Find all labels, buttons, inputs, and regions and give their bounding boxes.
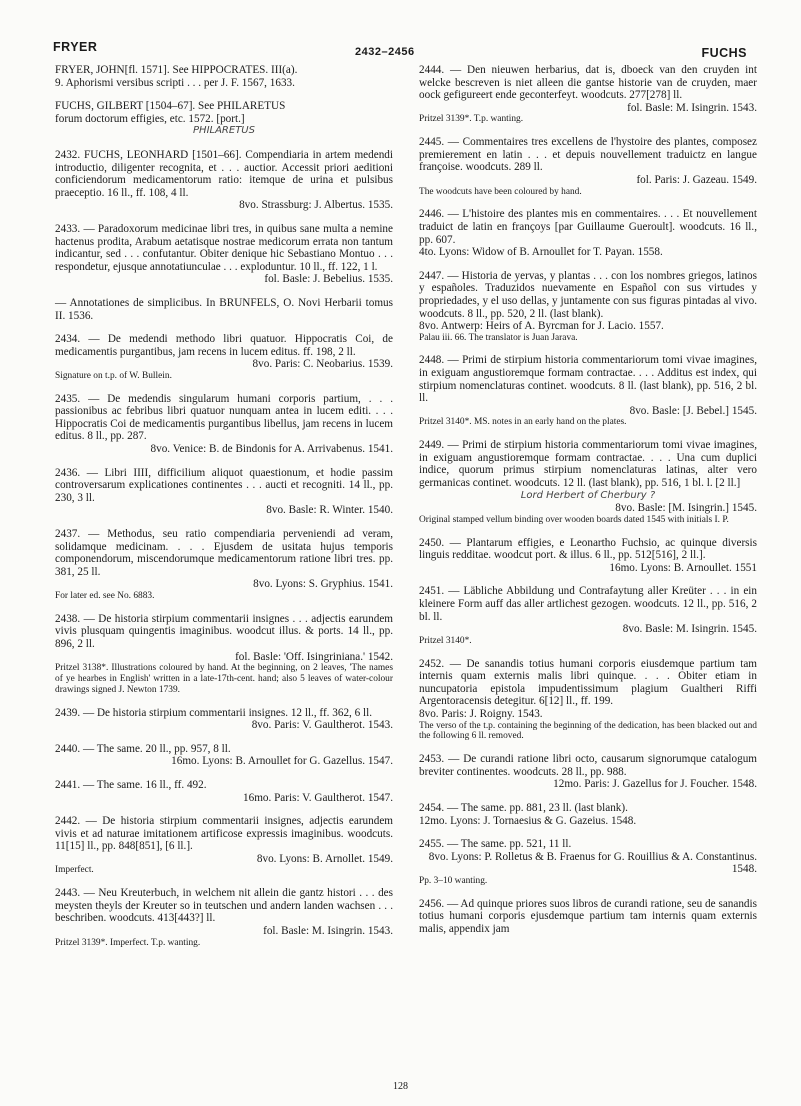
entry-imprint: fol. Basle: M. Isingrin. 1543. <box>263 925 393 938</box>
handwritten-annotation: PHILARETUS <box>193 125 255 137</box>
catalogue-entry <box>55 743 393 768</box>
entry-imprint: 8vo. Lyons: B. Arnollet. 1549. <box>256 852 393 865</box>
entry-imprint: fol. Basle: J. Bebelius. 1535. <box>264 273 393 286</box>
entry-imprint: 8vo. Lyons: S. Gryphius. 1541. <box>253 578 393 591</box>
entry-note: Original stamped vellum binding over wooden boards dated 1545 with initials I. P. <box>419 514 729 525</box>
entry-text: 2443. — Neu Kreuterbuch, in welchem nit allein die gantz histori . . . des meysten theyls der Kreuter so in teutschen und andern landen wachsen . . . beschriben. woodcuts. 413[443?] ll. <box>55 887 393 925</box>
entry-text: 12mo. Lyons: J. Tornaesius & G. Gazeius. 1548. <box>419 814 637 827</box>
catalogue-entry <box>419 270 757 344</box>
entry-text: 2447. — Historia de yervas, y plantas . . . con los nombres griegos, latinos y españoles. Traduzidos nuevamente en Español con sus virtudes y propriedades, y el uso dellas, y juntamente con sus figuras pintadas al vivo. woodcuts. 8 ll., pp. 520, 2 ll. (last blank). <box>419 269 757 320</box>
entry-imprint: 16mo. Paris: V. Gaultherot. 1547. <box>243 791 393 804</box>
entry-text: 2438. — De historia stirpium commentarii insignes . . . adjectis earundem vivis plusquam quingentis imaginibus. woodcut illus. & ports. 14 ll., pp. 896, 2 ll. <box>55 612 393 650</box>
entry-text: 2437. — Methodus, seu ratio compendiaria perveniendi ad veram, solidamque medicinam. . . . Ejusdem de usitata hujus temporis componendorum, miscendorumque medicamentorum ratione libri tres. pp. 381, 25 ll. <box>55 528 393 578</box>
running-head-right: FUCHS <box>701 46 747 60</box>
catalogue-entry <box>419 64 757 125</box>
catalogue-entry <box>419 354 757 428</box>
entry-text: 2451. — Läbliche Abbildung und Contrafaytung aller Kreüter . . . in ein kleinere Form auff das aller artlichest gezogen. woodcuts. 12 ll., pp. 516, 2 bl. ll. <box>419 585 757 623</box>
entry-text: 2454. — The same. pp. 881, 23 ll. (last blank). <box>419 801 628 814</box>
entry-imprint: 8vo. Paris: V. Gaultherot. 1543. <box>251 719 393 732</box>
entry-note: Pritzel 3139*. Imperfect. T.p. wanting. <box>55 937 201 948</box>
entry-imprint: fol. Basle: M. Isingrin. 1543. <box>627 101 757 114</box>
entry-text: 2442. — De historia stirpium commentarii insignes, adjectis earundem vivis et ad naturae imitationem artificose expressis imaginibus. woodcuts. 11[15] ll., pp. 848[851], [6 ll.]. <box>55 815 393 853</box>
entry-text: 2440. — The same. 20 ll., pp. 957, 8 ll. <box>55 742 231 755</box>
catalogue-entry <box>419 802 757 827</box>
entry-imprint: 8vo. Basle: [M. Isingrin.] 1545. <box>615 502 757 515</box>
entry-note: Signature on t.p. of W. Bullein. <box>55 370 172 381</box>
catalogue-entry <box>55 707 393 732</box>
entry-text: 2444. — Den nieuwen herbarius, dat is, dboeck van den cruyden int welcke bescreven is niet alleen die gantse historie van de cruyden, maer oock gefigureert ende geconterfeyt. woodcuts. 277[278] ll. <box>419 64 757 102</box>
entry-text: 2452. — De sanandis totius humani corporis eiusdemque partium tam internis quam externis malis libri quinque. . . . Obiter etiam in nuncupatoria epistola impudentissimum plagium Gualtheri Riffi Argentoracensis detegitur. 6[12] ll., ff. 199. <box>419 657 757 708</box>
entry-imprint: 8vo. Basle: R. Winter. 1540. <box>266 504 393 517</box>
catalogue-entry <box>55 393 393 456</box>
catalogue-entry <box>419 753 757 791</box>
left-column <box>55 64 393 959</box>
entry-text: 2450. — Plantarum effigies, e Leonartho Fuchsio, ac quinque diversis linguis redditae. woodcut port. & illus. 6 ll., pp. 512[516], 2 ll.]. <box>419 536 757 562</box>
entry-text: 2436. — Libri IIII, difficilium aliquot quaestionum, et hodie passim controversarum explicationes continentes . . . aucti et recogniti. 14 ll., pp. 230, 3 ll. <box>55 466 393 504</box>
entry-note: Pritzel 3140*. <box>419 635 472 646</box>
catalogue-entry <box>55 613 393 696</box>
entry-imprint: 8vo. Paris: C. Neobarius. 1539. <box>252 358 393 371</box>
entry-text: 9. Aphorismi versibus scripti . . . per J. F. 1567, 1633. <box>55 76 295 89</box>
entry-imprint: 8vo. Basle: [J. Bebel.] 1545. <box>629 404 757 417</box>
entry-text: 4to. Lyons: Widow of B. Arnoullet for T. Payan. 1558. <box>419 246 663 259</box>
catalogue-entry <box>55 815 393 876</box>
entry-text: forum doctorum effigies, etc. 1572. [port.] <box>55 112 245 125</box>
entry-imprint: 8vo. Lyons: P. Rolletus & B. Fraenus for G. Rouillius & A. Constantinus. 1548. <box>428 850 757 876</box>
running-head-left: FRYER <box>53 40 98 54</box>
catalogue-entry <box>419 136 757 197</box>
entry-note: Pp. 3–10 wanting. <box>419 875 488 886</box>
entry-text: 8vo. Paris: J. Roigny. 1543. <box>419 707 543 720</box>
catalogue-entry <box>55 467 393 517</box>
entry-text: 2456. — Ad quinque priores suos libros de curandi ratione, seu de sanandis totius humani corporis ejusdemque partium tam internis quam externis malis, appendix jam <box>419 897 757 935</box>
catalogue-entry <box>55 779 393 804</box>
catalogue-entry <box>55 333 393 382</box>
entry-note: The verso of the t.p. containing the beginning of the dedication, has been blacked out and the following 6 ll. removed. <box>419 720 757 742</box>
entry-imprint: 12mo. Paris: J. Gazellus for J. Foucher. 1548. <box>553 778 757 791</box>
entry-imprint: 16mo. Lyons: B. Arnoullet. 1551 <box>609 561 757 574</box>
catalogue-entry <box>419 658 757 743</box>
entry-imprint: 8vo. Strassburg: J. Albertus. 1535. <box>239 199 393 212</box>
catalogue-entry <box>55 887 393 948</box>
entry-text: — Annotationes de simplicibus. In BRUNFELS, O. Novi Herbarii tomus II. 1536. <box>55 296 393 322</box>
entry-imprint: fol. Paris: J. Gazeau. 1549. <box>636 173 757 186</box>
entry-note: Palau iii. 66. The translator is Juan Jarava. <box>419 332 578 343</box>
entry-note: The woodcuts have been coloured by hand. <box>419 186 582 197</box>
page-number: 128 <box>393 1081 408 1092</box>
entry-imprint: fol. Basle: 'Off. Isingriniana.' 1542. <box>235 650 393 663</box>
catalogue-entry <box>419 208 757 258</box>
catalogue-entry <box>55 149 393 212</box>
entry-text: 2435. — De medendis singularum humani corporis partium, . . . passionibus ac febribus libri quatuor nunquam antea in lucem editi. . . . Hippocratis Coi de medicamentis purgantibus libellus, jam recens in lucem editus. 8 ll., pp. 287. <box>55 392 393 443</box>
entry-note: Pritzel 3139*. T.p. wanting. <box>419 114 524 125</box>
entry-text: 2441. — The same. 16 ll., ff. 492. <box>55 778 207 791</box>
running-head-range: 2432–2456 <box>355 46 415 58</box>
right-column <box>419 64 757 946</box>
entry-imprint: 16mo. Lyons: B. Arnoullet for G. Gazellus. 1547. <box>171 755 393 768</box>
catalogue-entry <box>419 585 757 646</box>
entry-text: 2449. — Primi de stirpium historia commentariorum tomi vivae imagines, in exiguam angustioremque formam contractae. . . . Una cum duplici indice, quorum primus stirpium nomenclaturas latinas, alter vero germanicas continet. woodcuts. 12 ll. (last blank), pp. 516, 1 bl. l. [2 ll.] <box>419 439 757 490</box>
catalogue-entry <box>419 537 757 575</box>
catalogue-entry <box>55 223 393 286</box>
entry-text: FRYER, JOHN[fl. 1571]. See HIPPOCRATES. III(a). <box>55 64 298 76</box>
entry-text: 2439. — De historia stirpium commentarii insignes. 12 ll., ff. 362, 6 ll. <box>55 706 373 719</box>
catalogue-entry <box>55 297 393 322</box>
entry-text: 2433. — Paradoxorum medicinae libri tres, in quibus sane multa a nemine hactenus prodita, Arabum aetatisque nostrae medicorum errata non tantum indicantur, sed . . . confutantur. Obiter denique hic Sebastiano Montuo . . . respondetur, ejusque annotatiunculae . . . exploduntur. 10 ll., ff. 122, 1 l. <box>55 222 393 273</box>
catalogue-entry <box>419 898 757 936</box>
entry-text: 2434. — De medendi methodo libri quatuor. Hippocratis Coi, de medicamentis purgantibus, jam recens in lucem editus. ff. 198, 2 ll. <box>55 333 393 358</box>
entry-text: 2448. — Primi de stirpium historia commentariorum tomi vivae imagines, in exiguam angustioremque formam contractae. . . . Additus est index, qui stirpium nomenclaturas continet. woodcuts. 8 ll. (last blank), pp. 516, 2 bl. ll. <box>419 354 757 405</box>
entry-note: Pritzel 3140*. MS. notes in an early hand on the plates. <box>419 417 627 428</box>
entry-text: FUCHS, GILBERT [1504–67]. See PHILARETUS <box>55 100 286 113</box>
entry-text: 2453. — De curandi ratione libri octo, causarum signorumque catalogum breviter continentes. woodcuts. 28 ll., pp. 988. <box>419 753 757 778</box>
catalogue-entry <box>55 528 393 602</box>
catalogue-entry <box>419 838 757 887</box>
entry-note: Imperfect. <box>55 865 94 876</box>
entry-imprint: 8vo. Basle: M. Isingrin. 1545. <box>622 623 757 636</box>
entry-note: For later ed. see No. 6883. <box>55 590 155 601</box>
entry-note: Pritzel 3138*. Illustrations coloured by hand. At the beginning, on 2 leaves, 'The names of ye hearbes in English' written in a late-17th-cent. hand; also 5 leaves of water-colour drawings signed J. Newton 1739. <box>55 663 393 695</box>
entry-imprint: 8vo. Venice: B. de Bindonis for A. Arrivabenus. 1541. <box>150 443 393 456</box>
catalogue-entry <box>55 64 393 89</box>
catalogue-entry <box>419 439 757 525</box>
entry-text: 8vo. Antwerp: Heirs of A. Byrcman for J. Lacio. 1557. <box>419 320 664 333</box>
entry-text: 2432. FUCHS, LEONHARD [1501–66]. Compendiaria in artem medendi introductio, diligenter recognita, et . . . auctior. Accessit priori aeditioni conficiendorum medicamentorum ratio: itemque de urina et pulsibus praeceptio. 16 ll., ff. 108, 4 ll. <box>55 148 393 199</box>
entry-text: 2455. — The same. pp. 521, 11 ll. <box>419 838 572 851</box>
entry-text: 2445. — Commentaires tres excellens de l'hystoire des plantes, composez premierement en latin . . . et depuis nouvellement traduictz en langue françoise. woodcuts. 289 ll. <box>419 136 757 174</box>
catalogue-entry <box>55 100 393 138</box>
handwritten-annotation: Lord Herbert of Cherbury ? <box>520 489 656 501</box>
entry-text: 2446. — L'histoire des plantes mis en commentaires. . . . Et nouvellement traduict de latin en françoys [par Guillaume Gueroult]. woodcuts. 16 ll., pp. 607. <box>419 208 757 246</box>
